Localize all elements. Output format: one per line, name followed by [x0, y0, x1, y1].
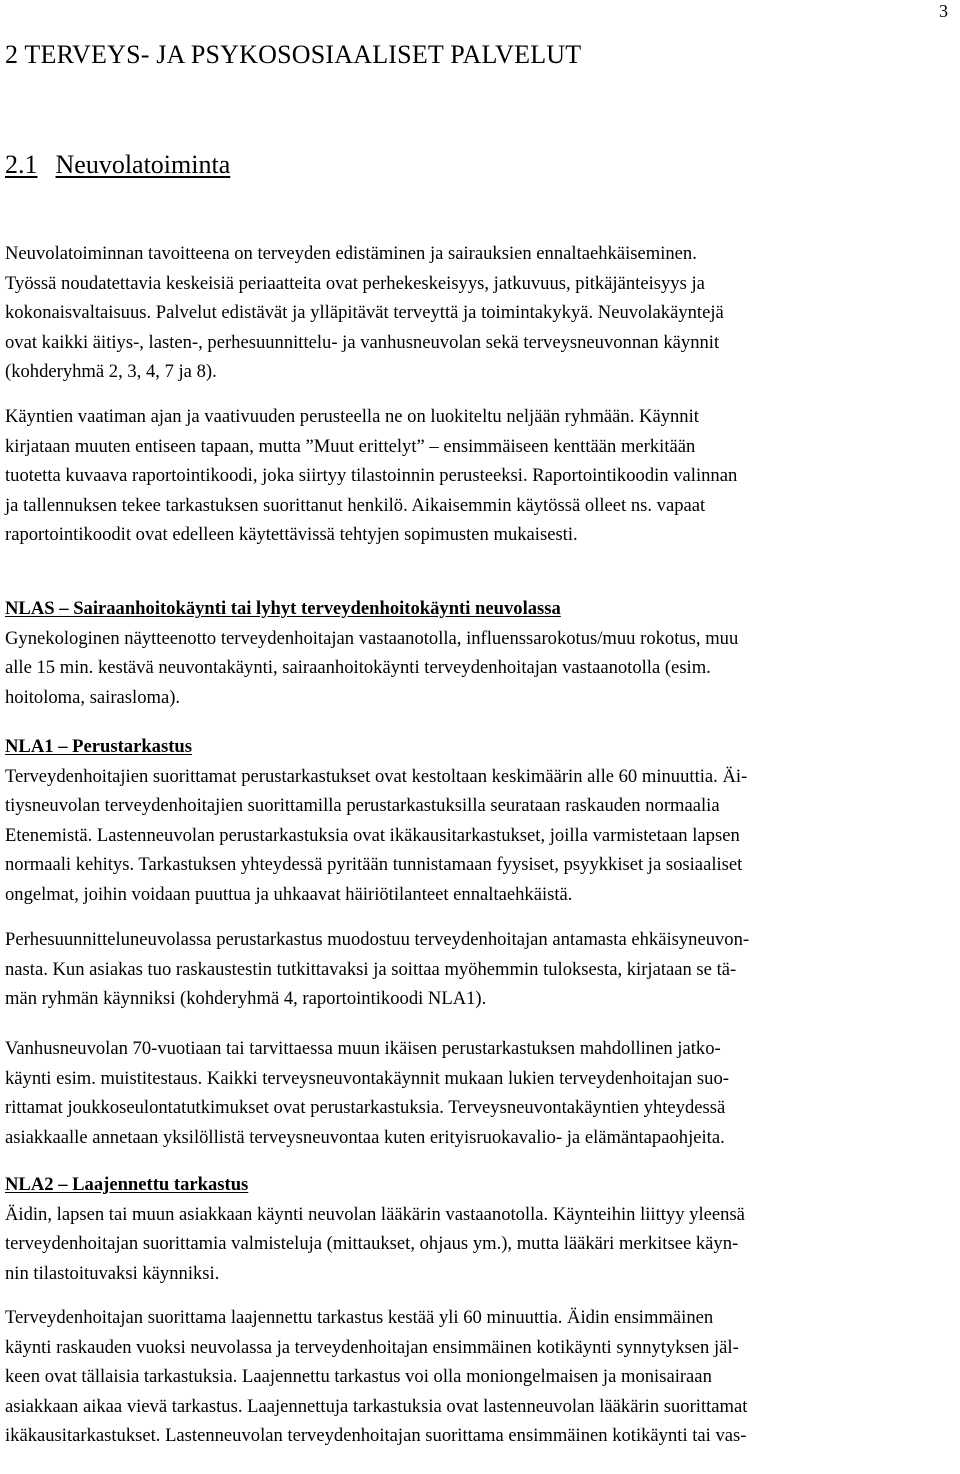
text-line: tiysneuvolan terveydenhoitajien suorittamilla perustarkastuksilla seurataan raskauden normaalia	[5, 795, 720, 817]
family-planning-paragraph	[5, 925, 945, 1014]
text-line: Etenemistä. Lastenneuvolan perustarkastuksia ovat ikäkausitarkastukset, joilla varmistetaan lapsen	[5, 824, 740, 846]
intro-paragraph	[5, 239, 945, 387]
text-line: kirjataan muuten entiseen tapaan, mutta ”Muut erittelyt” – ensimmäiseen kenttään merkitään	[5, 435, 696, 457]
text-line: nasta. Kun asiakas tuo raskaustestin tutkittavaksi ja soittaa myöhemmin tuloksesta, kirjataan se tä-	[5, 958, 737, 980]
classification-paragraph	[5, 402, 945, 550]
text-line: asiakkaan aikaa vievä tarkastus. Laajennettuja tarkastuksia ovat lastenneuvolan lääkärin suorittamat	[5, 1395, 748, 1417]
extended-check-paragraph	[5, 1303, 945, 1451]
text-line: Käyntien vaatiman ajan ja vaativuuden perusteella ne on luokiteltu neljään ryhmään. Käynnit	[5, 406, 699, 427]
text-line: tuotetta kuvaava raportointikoodi, joka siirtyy tilastoinnin perusteeksi. Raportointikoodin valinnan	[5, 465, 738, 487]
text-line: normaali kehitys. Tarkastuksen yhteydessä pyritään tunnistamaan fyysiset, psyykkiset ja sosiaaliset	[5, 854, 743, 876]
text-line: käynti raskauden vuoksi neuvolassa ja terveydenhoitajan ensimmäinen kotikäynti synnytyksen jäl-	[5, 1336, 739, 1358]
nlas-section	[5, 594, 945, 712]
text-line: Työssä noudatettavia keskeisiä periaatteita ovat perhekeskeisyys, jatkuvuus, pitkäjänteisyys ja	[5, 272, 705, 294]
text-line: keen ovat tällaisia tarkastuksia. Laajennettu tarkastus voi olla moniongelmaisen ja monisairaan	[5, 1366, 712, 1388]
page-number: 3	[939, 1, 948, 21]
section-heading	[5, 150, 230, 180]
text-line: kokonaisvaltaisuus. Palvelut edistävät ja ylläpitävät terveyttä ja toimintakykyä. Neuvolakäyntejä	[5, 302, 724, 324]
text-line: ovat kaikki äitiys-, lasten-, perhesuunnittelu- ja vanhusneuvolan sekä terveysneuvonnan käynnit	[5, 331, 720, 353]
nla1-heading: NLA1 – Perustarkastus	[5, 736, 192, 757]
text-line: Perhesuunnitteluneuvolassa perustarkastus muodostuu terveydenhoitajan antamasta ehkäisyneuvon-	[5, 929, 750, 950]
section-number: 2.1	[5, 150, 38, 179]
nla2-heading: NLA2 – Laajennettu tarkastus	[5, 1174, 249, 1195]
text-line: hoitoloma, sairasloma).	[5, 686, 181, 708]
text-line: nin tilastoituvaksi käynniksi.	[5, 1262, 220, 1284]
section-title: Neuvolatoiminta	[55, 150, 231, 179]
text-line: käynti esim. muistitestaus. Kaikki terveysneuvontakäynnit mukaan lukien terveydenhoitajan suo-	[5, 1067, 729, 1089]
text-line: män ryhmän käynniksi (kohderyhmä 4, raportointikoodi NLA1).	[5, 988, 487, 1010]
text-line: raportointikoodit ovat edelleen käytettävissä tehtyjen sopimusten mukaisesti.	[5, 524, 578, 546]
text-line: rittamat joukkoseulontatutkimukset ovat perustarkastuksia. Terveysneuvontakäyntien yhteydessä	[5, 1097, 726, 1119]
nla1-section	[5, 732, 945, 910]
text-line: ja tallennuksen tekee tarkastuksen suorittanut henkilö. Aikaisemmin käytössä olleet ns. vapaat	[5, 494, 706, 516]
text-line: ongelmat, joihin voidaan puuttua ja uhkaavat häiriötilanteet ennaltaehkäistä.	[5, 883, 573, 905]
chapter-heading: 2 TERVEYS- JA PSYKOSOSIAALISET PALVELUT	[5, 40, 582, 69]
text-line: ikäkausitarkastukset. Lastenneuvolan terveydenhoitajan suorittama ensimmäinen kotikäynti tai vas-	[5, 1425, 747, 1447]
text-line: Terveydenhoitajan suorittama laajennettu tarkastus kestää yli 60 minuuttia. Äidin ensimmäinen	[5, 1307, 714, 1328]
text-line: Terveydenhoitajien suorittamat perustarkastukset ovat kestoltaan keskimäärin alle 60 minuuttia. Äi-	[5, 765, 748, 787]
text-line: terveydenhoitajan suorittamia valmisteluja (mittaukset, ohjaus ym.), mutta lääkäri merkitsee käyn-	[5, 1233, 739, 1255]
text-line: alle 15 min. kestävä neuvontakäynti, sairaanhoitokäynti terveydenhoitajan vastaanotolla (esim.	[5, 657, 711, 679]
text-line: Neuvolatoiminnan tavoitteena on terveyden edistäminen ja sairauksien ennaltaehkäiseminen.	[5, 243, 697, 264]
text-line: Vanhusneuvolan 70-vuotiaan tai tarvittaessa muun ikäisen perustarkastuksen mahdollinen jatko-	[5, 1038, 721, 1059]
nlas-heading: NLAS – Sairaanhoitokäynti tai lyhyt terveydenhoitokäynti neuvolassa	[5, 598, 561, 619]
text-line: (kohderyhmä 2, 3, 4, 7 ja 8).	[5, 361, 217, 383]
text-line: asiakkaalle annetaan yksilöllistä terveysneuvontaa kuten erityisruokavalio- ja elämäntapaohjeita.	[5, 1126, 725, 1148]
text-line: Gynekologinen näytteenotto terveydenhoitajan vastaanotolla, influenssarokotus/muu rokotus, muu	[5, 627, 739, 649]
nla2-section	[5, 1170, 945, 1288]
text-line: Äidin, lapsen tai muun asiakkaan käynti neuvolan lääkärin vastaanotolla. Käynteihin liittyy yleensä	[5, 1203, 745, 1225]
elderly-paragraph	[5, 1034, 945, 1152]
